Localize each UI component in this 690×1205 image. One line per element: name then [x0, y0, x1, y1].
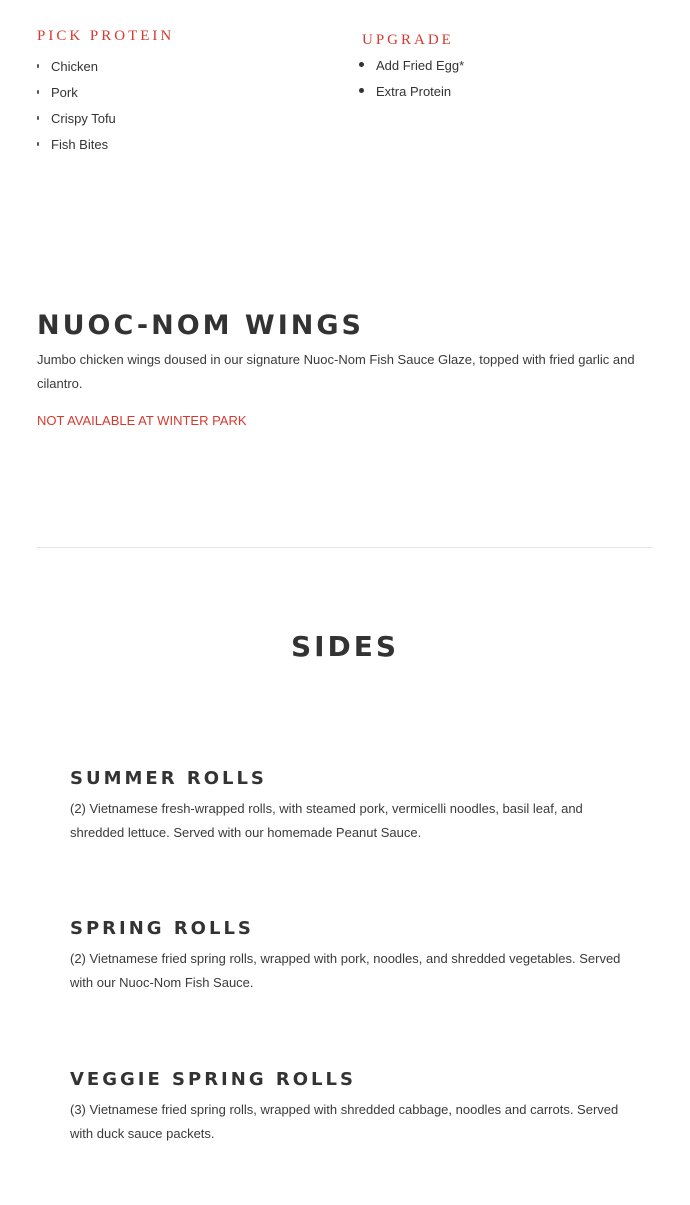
summer-rolls-description: (2) Vietnamese fresh-wrapped rolls, with steamed pork, vermicelli noodles, basil leaf, and shredded lettuce. Served with our homemade Peanut Sauce. [70, 801, 583, 840]
protein-option: Fish Bites [37, 136, 116, 162]
section-divider [37, 547, 653, 548]
veggie-spring-rolls-description: (3) Vietnamese fried spring rolls, wrapped with shredded cabbage, noodles and carrots. Served with duck sauce packets. [70, 1102, 619, 1141]
wings-title: NUOC-NOM WINGS [37, 310, 364, 341]
upgrade-option: Add Fried Egg* [362, 57, 464, 83]
spring-rolls-description: (2) Vietnamese fried spring rolls, wrapped with pork, noodles, and shredded vegetables. Served with our Nuoc-Nom Fish Sauce. [70, 951, 621, 990]
spring-rolls-title: SPRING ROLLS [70, 918, 254, 939]
protein-option: Chicken [37, 58, 116, 84]
wings-description: Jumbo chicken wings doused in our signature Nuoc-Nom Fish Sauce Glaze, topped with fried garlic and cilantro. [37, 352, 635, 391]
protein-option: Pork [37, 84, 116, 110]
protein-options-list [37, 58, 116, 162]
pick-protein-heading: PICK PROTEIN [37, 28, 175, 44]
upgrade-option: Extra Protein [362, 83, 464, 109]
upgrade-options-list [362, 57, 464, 109]
protein-option: Crispy Tofu [37, 110, 116, 136]
wings-availability-notice: NOT AVAILABLE AT WINTER PARK [37, 413, 247, 428]
summer-rolls-title: SUMMER ROLLS [70, 768, 267, 789]
upgrade-heading: UPGRADE [362, 32, 454, 48]
veggie-spring-rolls-title: VEGGIE SPRING ROLLS [70, 1069, 356, 1090]
sides-section-title: SIDES [290, 630, 400, 663]
